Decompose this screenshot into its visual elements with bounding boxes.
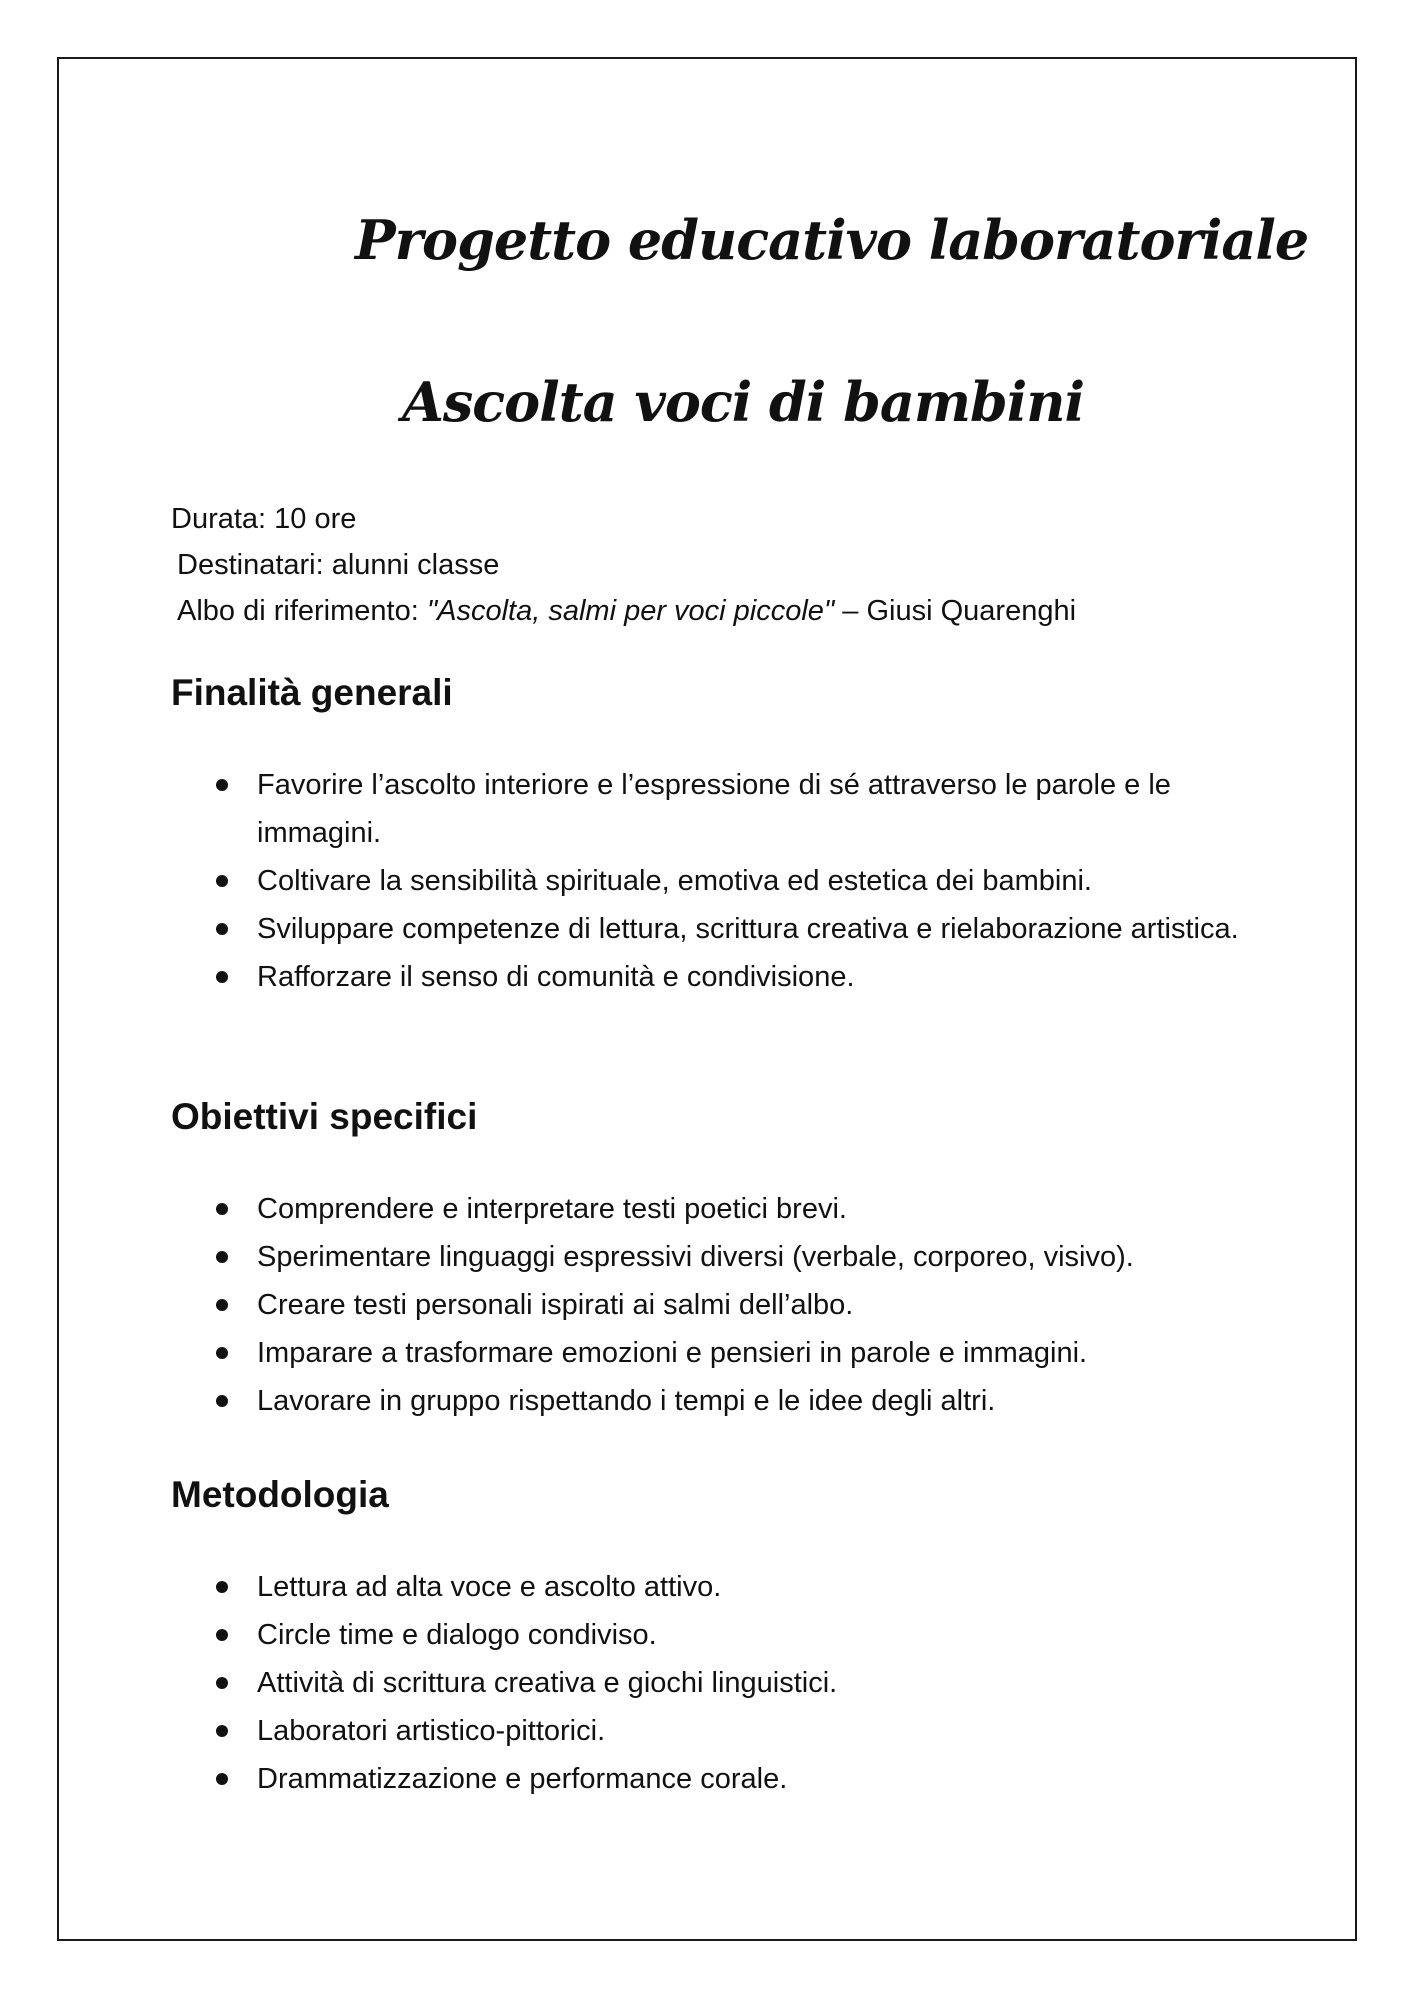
bullet-icon (216, 1251, 228, 1263)
list-item: Comprendere e interpretare testi poetici brevi. (213, 1185, 1263, 1233)
reference-book-label: Albo di riferimento: (177, 595, 427, 627)
bullet-icon (216, 779, 228, 791)
bullet-icon (216, 1677, 228, 1689)
bullet-icon (216, 1629, 228, 1641)
list-item: Rafforzare il senso di comunità e condivisione. (213, 953, 1263, 1001)
bullet-icon (216, 923, 228, 935)
reference-book-line (171, 588, 1076, 634)
bullet-icon (216, 971, 228, 983)
list-item: Attività di scrittura creativa e giochi linguistici. (213, 1659, 1263, 1707)
list-item: Lettura ad alta voce e ascolto attivo. (213, 1563, 1263, 1611)
list-item: Lavorare in gruppo rispettando i tempi e le idee degli altri. (213, 1377, 1263, 1425)
list-item: Coltivare la sensibilità spirituale, emotiva ed estetica dei bambini. (213, 857, 1263, 905)
list-item: Imparare a trasformare emozioni e pensieri in parole e immagini. (213, 1329, 1263, 1377)
bullet-icon (216, 1347, 228, 1359)
document-subtitle: Ascolta voci di bambini (402, 370, 1085, 434)
finalita-list (213, 761, 1263, 1001)
list-item: Laboratori artistico-pittorici. (213, 1707, 1263, 1755)
section-heading-obiettivi: Obiettivi specifici (171, 1096, 478, 1137)
list-item: Circle time e dialogo condiviso. (213, 1611, 1263, 1659)
list-item: Creare testi personali ispirati ai salmi dell’albo. (213, 1281, 1263, 1329)
bullet-icon (216, 1581, 228, 1593)
reference-book-title: "Ascolta, salmi per voci piccole" (426, 595, 835, 627)
list-item: Sperimentare linguaggi espressivi diversi (verbale, corporeo, visivo). (213, 1233, 1263, 1281)
list-item: Drammatizzazione e performance corale. (213, 1755, 1263, 1803)
recipients-line: Destinatari: alunni classe (177, 549, 500, 581)
document-title: Progetto educativo laboratoriale (355, 208, 1309, 272)
project-info (171, 496, 1076, 634)
section-heading-finalita: Finalità generali (171, 672, 453, 713)
bullet-icon (216, 1395, 228, 1407)
reference-book-author: – Giusi Quarenghi (834, 595, 1077, 627)
bullet-icon (216, 1725, 228, 1737)
duration-line: Durata: 10 ore (171, 503, 357, 535)
bullet-icon (216, 1299, 228, 1311)
bullet-icon (216, 1773, 228, 1785)
bullet-icon (216, 875, 228, 887)
metodologia-list (213, 1563, 1263, 1803)
section-heading-metodologia: Metodologia (171, 1474, 389, 1515)
bullet-icon (216, 1203, 228, 1215)
obiettivi-list (213, 1185, 1263, 1425)
list-item: Favorire l’ascolto interiore e l’espressione di sé attraverso le parole e le immagini. (213, 761, 1263, 857)
list-item: Sviluppare competenze di lettura, scrittura creativa e rielaborazione artistica. (213, 905, 1263, 953)
